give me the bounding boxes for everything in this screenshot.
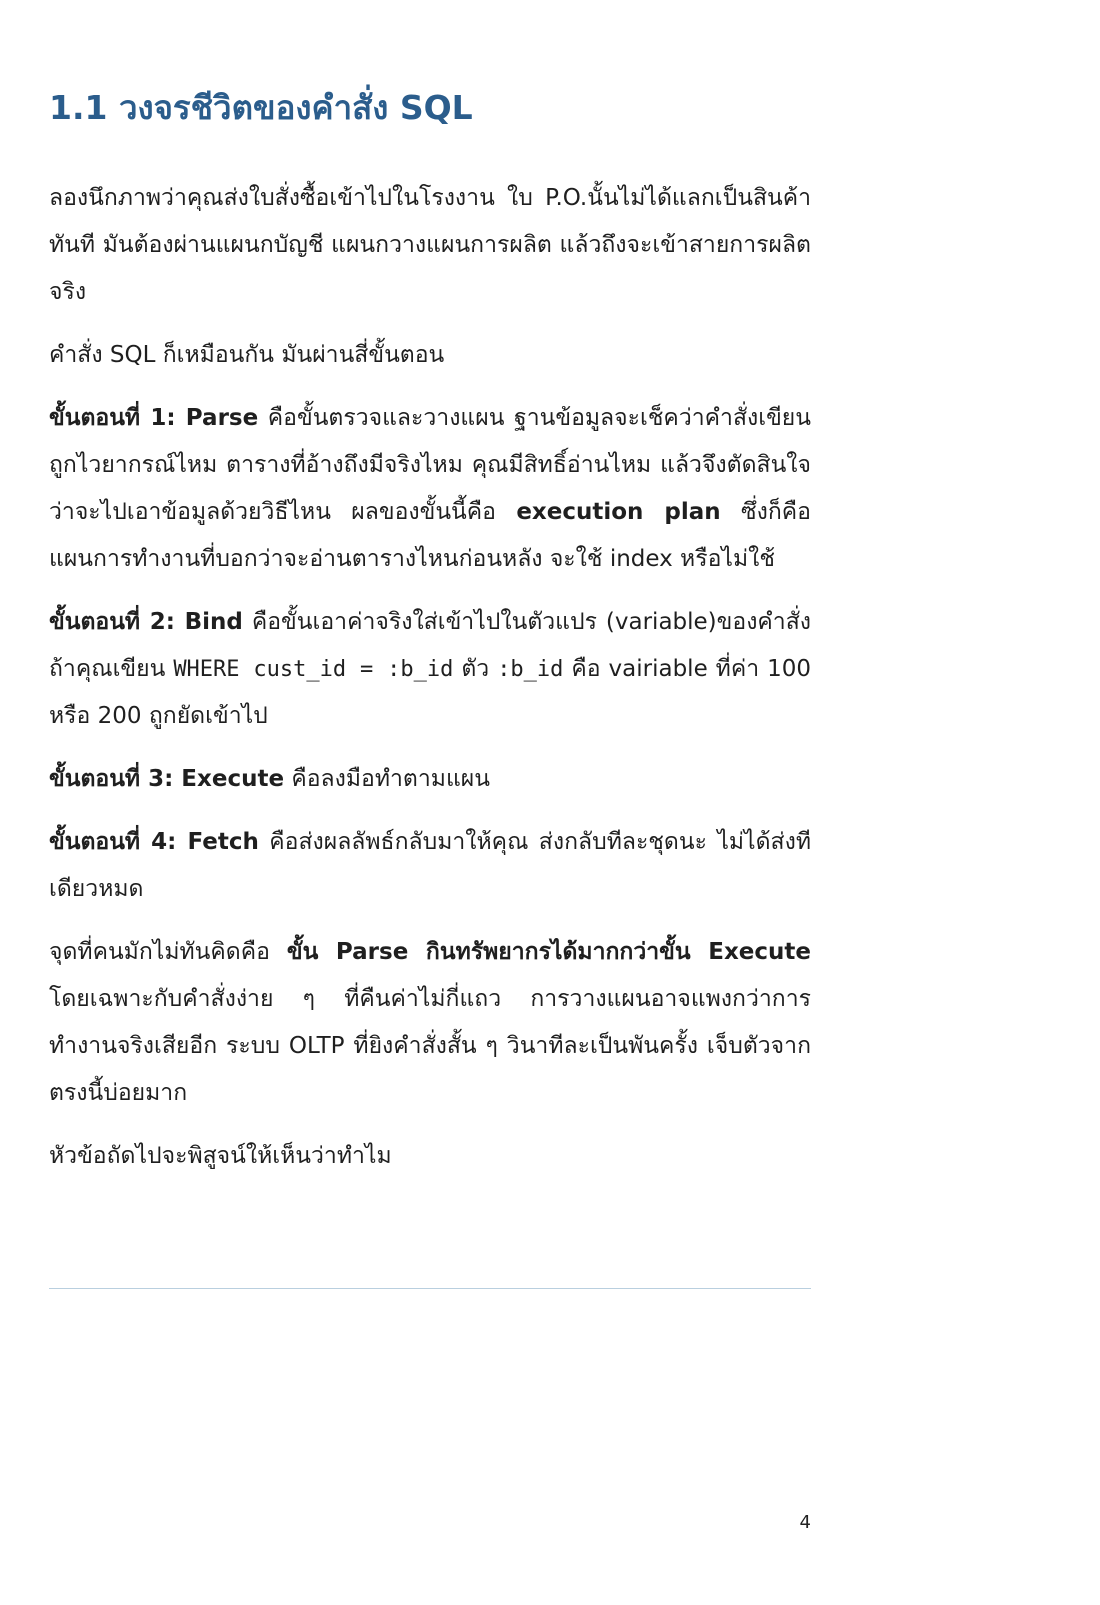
step-4-paragraph xyxy=(49,819,811,913)
intro-paragraph: ลองนึกภาพว่าคุณส่งใบสั่งซื้อเข้าไปในโรงงาน ใบ P.O.นั้นไม่ได้แลกเป็นสินค้าทันที มันต้องผ่านแผนกบัญชี แผนกวางแผนการผลิต แล้วถึงจะเข้าสายการผลิตจริง xyxy=(49,185,811,305)
step-1-text-a: คือขั้นตรวจและวางแผน ฐานข้อมูลจะเช็คว่าคำสั่งเขียนถูกไวยากรณ์ไหม ตารางที่อ้างถึงมีจริงไหม คุณมีสิทธิ์อ่านไหม แล้วจึงตัดสินใจว่าจะไปเอาข้อมูลด้วยวิธีไหน ผลของขั้นนี้คือ xyxy=(49,405,812,525)
section-heading: 1.1 วงจรชีวิตของคำสั่ง SQL xyxy=(49,88,473,127)
step-2-text-a: คือขั้นเอาค่าจริงใส่เข้าไปในตัวแปร (variable)ของคำสั่ง ถ้าคุณเขียน xyxy=(49,609,811,682)
next-topic-paragraph: หัวข้อถัดไปจะพิสูจน์ให้เห็นว่าทำไม xyxy=(49,1143,392,1169)
insight-text-b: โดยเฉพาะกับคำสั่งง่าย ๆ ที่คืนค่าไม่กี่แถว การวางแผนอาจแพงกว่าการทำงานจริงเสียอีก ระบบ OLTP ที่ยิงคำสั่งสั้น ๆ วินาทีละเป็นพันครั้ง เจ็บตัวจากตรงนี้บ่อยมาก xyxy=(49,986,811,1106)
step-3-paragraph xyxy=(49,756,811,803)
section-body xyxy=(49,175,811,1196)
where-clause-code: WHERE cust_id = :b_id xyxy=(173,657,454,682)
step-2-paragraph xyxy=(49,599,811,740)
insight-paragraph xyxy=(49,929,811,1117)
bind-variable-code: :b_id xyxy=(497,657,564,682)
step-4-text: คือส่งผลลัพธ์กลับมาให้คุณ ส่งกลับทีละชุดนะ ไม่ได้ส่งทีเดียวหมด xyxy=(49,829,811,902)
section-divider xyxy=(49,1288,811,1289)
step-3-text: คือลงมือทำตามแผน xyxy=(284,766,490,792)
step-2-text-c: คือ vairiable ที่ค่า 100 หรือ 200 ถูกยัดเข้าไป xyxy=(49,656,811,729)
step-2-label: ขั้นตอนที่ 2: Bind xyxy=(49,609,243,635)
step-3-label: ขั้นตอนที่ 3: Execute xyxy=(49,766,285,792)
insight-text-a: จุดที่คนมักไม่ทันคิดคือ xyxy=(49,939,287,965)
four-steps-paragraph: คำสั่ง SQL ก็เหมือนกัน มันผ่านสี่ขั้นตอน xyxy=(49,342,445,368)
page-number: 4 xyxy=(799,1512,811,1533)
step-1-text-b: ซึ่งก็คือแผนการทำงานที่บอกว่าจะอ่านตารางไหนก่อนหลัง จะใช้ index หรือไม่ใช้ xyxy=(49,499,811,572)
execution-plan-term: execution plan xyxy=(516,499,721,525)
insight-bold: ขั้น Parse กินทรัพยากรได้มากกว่าขั้น Execute xyxy=(286,939,812,965)
step-4-label: ขั้นตอนที่ 4: Fetch xyxy=(49,829,259,855)
step-2-text-b: ตัว xyxy=(453,656,498,682)
step-1-label: ขั้นตอนที่ 1: Parse xyxy=(49,405,259,431)
step-1-paragraph xyxy=(49,395,811,583)
